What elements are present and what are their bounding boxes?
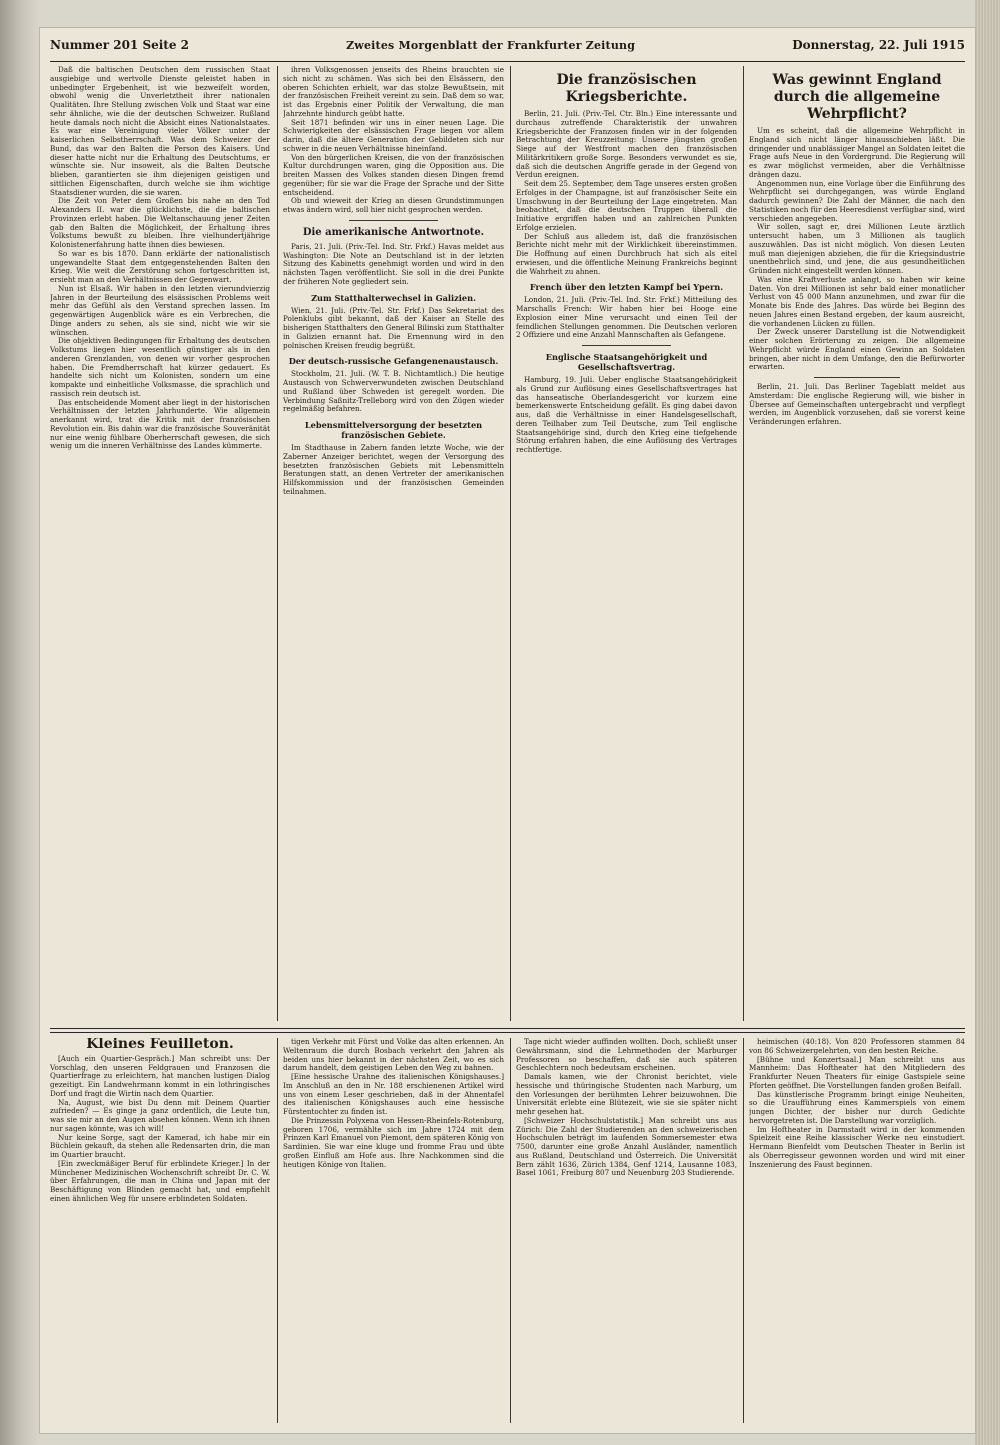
article-divider bbox=[814, 377, 900, 378]
article-divider bbox=[349, 220, 437, 221]
paragraph: Na, August, wie bist Du denn mit Deinem Quartier zufrieden? — Es ginge ja ganz ordentlich, die Leute tun, was sie mir an den Augen absehen können. Wenn ich ihnen nur sagen könnte, was ich will! bbox=[50, 1097, 270, 1133]
paragraph: [Auch ein Quartier-Gespräch.] Man schreibt uns: Der Vorschlag, den unseren Feldgrauen und Franzosen die Quartierfrage zu erleichtern, hat manchen lustigen Dialog gezeitigt. Ein Landwehrmann kommt in ein lothringisches Dorf und fragt die Wirtin nach dem Quartier. bbox=[50, 1053, 270, 1098]
paragraph: heimischen (40:18). Von 820 Professoren stammen 84 von 86 Schweizergelehrten, von den besten Reiche. bbox=[749, 1038, 965, 1055]
paragraph: Die Zeit von Peter dem Großen bis nahe an den Tod Alexanders II. war die glücklichste, die die baltischen Provinzen erlebt haben. Die Weltanschauung jener Zeiten gab den Balten die Möglichkeit, der Erhaltung ihres Volkstums bewußt zu bleiben. Ihre vielhundertjährige Kolonistenerfahrung hatte ihnen dies bewiesen. bbox=[50, 196, 270, 249]
page-edge bbox=[975, 0, 1000, 1445]
column-rule bbox=[510, 66, 511, 1021]
paragraph: Das künstlerische Programm bringt einige Neuheiten, so die Uraufführung eines Kammerspiels von einem jungen Dichter, der bisher nur durch Gedichte hervorgetreten ist. Die Darstellung war vorzüglich. bbox=[749, 1089, 965, 1125]
feuilleton-column-2 bbox=[283, 1038, 504, 1423]
masthead-title: Zweites Morgenblatt der Frankfurter Zeitung bbox=[346, 39, 636, 52]
paragraph: Wien, 21. Juli. (Priv.-Tel. Str. Frkf.) Das Sekretariat des Polenklubs gibt bekannt, daß der Kaiser an Stelle des bisherigen Statthalters den General Bilinski zum Statthalter in Galizien ernannt hat. Die Ernennung wird in den polnischen Kreisen freudig begrüßt. bbox=[283, 305, 504, 350]
paragraph: Ob und wieweit der Krieg an diesen Grundstimmungen etwas ändern wird, soll hier nicht gesprochen werden. bbox=[283, 196, 504, 214]
article-column-1 bbox=[50, 66, 270, 1021]
masthead-issue: Nummer 201 Seite 2 bbox=[50, 38, 190, 52]
column-rule bbox=[743, 1038, 744, 1423]
paragraph: Der Zweck unserer Darstellung ist die Notwendigkeit einer solchen Erörterung zu zeigen. Die allgemeine Wehrpflicht würde England einen Gewinn an Soldaten bringen, aber nicht in dem Umfange, den die Befürworter erwarten. bbox=[749, 327, 965, 372]
paragraph: Paris, 21. Juli. (Priv.-Tel. Ind. Str. Frkf.) Havas meldet aus Washington: Die Note an Deutschland ist in der letzten Sitzung des Kabinetts genehmigt worden und wird in den nächsten Tagen veröffentlicht. Sie soll in die drei Punkte der früheren Note gegliedert sein. bbox=[283, 241, 504, 286]
article-column-4 bbox=[749, 66, 965, 1021]
paragraph: Im Hoftheater in Darmstadt wird in der kommenden Spielzeit eine Reihe klassischer Werke neu einstudiert. Hermann Bienfeldt vom Deutschen Theater in Berlin ist als Oberregisseur gewonnen worden und wird mit einer Inszenierung des Faust beginnen. bbox=[749, 1124, 965, 1169]
paragraph: Im Stadthause in Zabern fanden letzte Woche, wie der Zaberner Anzeiger berichtet, wegen der Versorgung des besetzten französischen Gebiets mit Lebensmitteln Beratungen statt, an denen Vertreter der amerikanischen Hilfskommission und der französischen Gemeinden teilnahmen. bbox=[283, 443, 504, 496]
paragraph: Damals kamen, wie der Chronist berichtet, viele hessische und thüringische Studenten nach Marburg, um den Vorlesungen der berühmten Lehrer beizuwohnen. Die Universität erlebte eine Blütezeit, wie sie sie später nicht mehr gesehen hat. bbox=[516, 1072, 737, 1116]
masthead bbox=[50, 38, 965, 62]
paragraph: Daß die baltischen Deutschen dem russischen Staat ausgiebige und wertvolle Dienste geleistet haben in unbedingter Ergebenheit, ist wie bezweifelt worden, obwohl wenig die Unverletztheit ihrer nationalen Qualitäten. Ihre Stellung zwischen Volk und Staat war eine sehr ähnliche, wie die der deutschen Schweizer. Rußland heute damals noch nicht die Absicht eines Nationalstaates. Es war eine Vereinigung vieler Völker unter der kaiserlichen Selbstherrschaft. Was dem Schweizer der Bund, das war den Balten die Person des Kaisers. Und dieser hatte nicht nur die Erhaltung des Deutschtums, er wünschte sie. Nur insoweit, als die Balten Deutsche blieben, garantierten sie ihm diejenigen geistigen und sittlichen Eigenschaften, durch welche sie ihm wichtige Staatsdiener wurden, die sie waren. bbox=[50, 66, 270, 197]
article-heading: French über den letzten Kampf bei Ypern. bbox=[529, 282, 724, 293]
article-heading: Zum Statthalterwechsel in Galizien. bbox=[311, 292, 476, 303]
paragraph: London, 21. Juli. (Priv.-Tel. Ind. Str. Frkf.) Mitteilung des Marschalls French: Wir haben hier bei Hooge eine Explosion einer Mine verursacht und einen Teil der feindlichen Stellungen genommen. Die Deutschen verloren 2 Offiziere und eine Anzahl Mannschaften als Gefangene. bbox=[516, 295, 737, 340]
article-heading: Was gewinnt England durch die allgemeine Wehrpflicht? bbox=[772, 72, 942, 122]
feuilleton-title: Kleines Feuilleton. bbox=[86, 1038, 234, 1052]
newspaper-page bbox=[40, 28, 975, 1433]
article-column-3 bbox=[516, 66, 737, 1021]
article-heading: Die amerikanische Antwortnote. bbox=[302, 226, 485, 238]
paragraph: Die Prinzessin Polyxena von Hessen-Rheinfels-Rotenburg, geboren 1706, vermählte sich im Jahre 1724 mit dem Prinzen Karl Emanuel von Piemont, dem späteren König von Sardinien. Sie war eine kluge und fromme Frau und übte großen Einfluß am Hofe aus. Ihre Nachkommen sind die heutigen Könige von Italien. bbox=[283, 1115, 504, 1169]
paragraph: Die objektiven Bedingungen für Erhaltung des deutschen Volkstums liegen hier wesentlich günstiger als in den anderen Grenzlanden, von denen wir vorher gesprochen haben. Die Fremdherrschaft hat kürzer gedauert. Es handelte sich nicht um Kolonisten, sondern um eine kompakte und einheitliche Volksmasse, die sprachlich und rassisch rein deutsch ist. bbox=[50, 336, 270, 398]
paragraph: Der Schluß aus alledem ist, daß die französischen Berichte nicht mehr mit der Wirklichkeit übereinstimmen. Die Hoffnung auf einen Durchbruch hat sich als eitel erwiesen, und die öffentliche Meinung Frankreichs beginnt die Wahrheit zu ahnen. bbox=[516, 231, 737, 276]
paragraph: Was eine Kraftverluste anlangt, so haben wir keine Daten. Von drei Millionen ist sehr bald einer monatlicher Verlust von 45 000 Mann anzunehmen, und zwar für die Monate bis Ende des Jahres. Das würde bei Beginn des neuen Jahres einen Bestand ergeben, der kaum ausreicht, die vorhandenen Lücken zu füllen. bbox=[749, 274, 965, 328]
paragraph: [Bühne und Konzertsaal.] Man schreibt uns aus Mannheim: Das Hoftheater hat den Mitgliedern des Frankfurter Neuen Theaters für einige Gastspiele seine Pforten geöffnet. Die Vorstellungen fanden großen Beifall. bbox=[749, 1054, 965, 1090]
paragraph: tigen Verkehr mit Fürst und Volke das alten erkennen. An Weltenraum die durch Bosbach verkehrt den Jahren als beiden uns hier bekannt in der nächsten Zeit, wo es sich darum handelt, dem geistigen Leben den Weg zu bahnen. bbox=[283, 1038, 504, 1073]
article-heading: Englische Staatsangehörigkeit und Gesellschaftsvertrag. bbox=[545, 352, 708, 372]
book-binding bbox=[0, 0, 40, 1445]
paragraph: Berlin, 21. Juli. Das Berliner Tageblatt meldet aus Amsterdam: Die englische Regierung will, wie bisher in Übersee auf Gemeinschaften untergebracht und verpflegt werden, im Augenblick vorzusehen, daß sie vorerst keine Veränderungen erfahren. bbox=[749, 382, 965, 426]
paragraph: So war es bis 1870. Dann erklärte der nationalistisch ungewandelte Staat dem entgegenstehenden Balten den Krieg. Wie weit die Zerstörung schon fortgeschritten ist, ersieht man an den Verhältnissen der Gegenwart. bbox=[50, 248, 270, 284]
paragraph: Wir sollen, sagt er, drei Millionen Leute ärztlich untersucht haben, um 3 Millionen als tauglich auszuwählen. Das ist nicht möglich. Von diesen Leuten muß man diejenigen abziehen, die für die Kriegsindustrie unentbehrlich sind, und jene, die aus gesundheitlichen Gründen nicht eingestellt werden können. bbox=[749, 222, 965, 275]
column-rule bbox=[277, 66, 278, 1021]
article-heading: Lebensmittelversorgung der besetzten französischen Gebiete. bbox=[304, 420, 483, 440]
article-heading: Die französischen Kriegsberichte. bbox=[556, 72, 697, 105]
paragraph: Berlin, 21. Juli. (Priv.-Tel. Ctr. Bln.) Eine interessante und durchaus zutreffende Charakteristik der unwahren Kriegsberichte der Franzosen finden wir in der folgenden Betrachtung der Kreuzzeitung: Unsere jüngsten großen Siege auf der Westfront machen den französischen Militärkritikern große Sorge. Besonders verwundet es sie, daß sich die deutschen Angriffe gerade in der Gegend von Verdun ereignen. bbox=[516, 109, 737, 180]
article-divider bbox=[582, 345, 670, 346]
column-rule bbox=[277, 1038, 278, 1423]
paragraph: Angenommen nun, eine Vorlage über die Einführung des Wehrpflicht sei durchgegangen, was würde England dadurch gewinnen? Die Zahl der Männer, die nach den Statistiken noch für den Heeresdienst verfügbar sind, wird verschieden angegeben. bbox=[749, 178, 965, 223]
paragraph: ihren Volksgenossen jenseits des Rheins brauchten sie sich nicht zu schämen. Was sich bei den Elsässern, den oberen Schichten erhielt, war das stolze Bewußtsein, mit der französischen Freiheit vereint zu sein. Daß dem so war, ist das Ergebnis einer Politik der Verwaltung, die man Jahrzehnte hindurch geübt hatte. bbox=[283, 66, 504, 118]
paragraph: Seit dem 25. September, dem Tage unseres ersten großen Erfolges in der Champagne, ist auf französischer Seite ein Umschwung in der Beurteilung der Lage eingetreten. Man beobachtet, daß die deutschen Truppen überall die Initiative ergriffen haben und an zahlreichen Punkten Erfolge erzielen. bbox=[516, 179, 737, 232]
masthead-date: Donnerstag, 22. Juli 1915 bbox=[792, 38, 965, 52]
paragraph: Hamburg, 19. Juli. Ueber englische Staatsangehörigkeit als Grund zur Auflösung eines Gesellschaftsvertrages hat das hanseatische Oberlandesgericht vor kurzem eine bemerkenswerte Entscheidung gefällt. Es ging dabei davon aus, daß die Verhältnisse in einer Handelsgesellschaft, deren Teilhaber zum Teil Deutsche, zum Teil englische Staatsangehörige sind, durch den Krieg eine tiefgehende Störung erfahren haben, die eine Auflösung des Vertrages rechtfertige. bbox=[516, 375, 737, 454]
feuilleton-column-3 bbox=[516, 1038, 737, 1423]
paragraph: Seit 1871 befinden wir uns in einer neuen Lage. Die Schwierigkeiten der elsässischen Frage liegen vor allem darin, daß die ältere Generation der Gebildeten sich nur schwer in die neuen Verhältnisse hineinfand. bbox=[283, 117, 504, 153]
paragraph: [Schweizer Hochschulstatistik.] Man schreibt uns aus Zürich: Die Zahl der Studierenden an den schweizerischen Hochschulen beträgt im laufenden Sommersemester etwa 7500, darunter eine große Anzahl Ausländer, namentlich aus Rußland, Deutschland und Österreich. Die Universität Bern zählt 1636, Zürich 1384, Genf 1214, Lausanne 1083, Basel 1061, Freiburg 807 und Neuenburg 203 Studierende. bbox=[516, 1115, 737, 1178]
paragraph: Nur keine Sorge, sagt der Kamerad, ich habe mir ein Büchlein gekauft, da stehen alle Redensarten drin, die man im Quartier braucht. bbox=[50, 1132, 270, 1159]
paragraph: [Ein zweckmäßiger Beruf für erblindete Krieger.] In der Münchener Medizinischen Wochenschrift schreibt Dr. C. W. über Erfahrungen, die man in China und Japan mit der Beschäftigung von Blinden gemacht hat, und empfiehlt einen ähnlichen Weg für unsere erblindeten Soldaten. bbox=[50, 1158, 270, 1203]
paragraph: Das entscheidende Moment aber liegt in der historischen Verhältnissen der letzten Jahrhunderte. Wie allgemein anerkannt wird, trat die Kritik mit der französischen Revolution ein. Bis dahin war die französische Souveränität nur eine wenig fühlbare Oberherrschaft gewesen, die sich wenig um die inneren Verhältnisse des Landes kümmerte. bbox=[50, 397, 270, 451]
article-column-2 bbox=[283, 66, 504, 1021]
feuilleton-separator bbox=[50, 1028, 965, 1029]
paragraph: Tage nicht wieder auffinden wollten. Doch, schließt unser Gewährsmann, sind die Lehrmethoden der Marburger Professoren so beschaffen, daß sie auch späteren Geschlechtern noch bedeutsam erscheinen. bbox=[516, 1038, 737, 1073]
paragraph: Um es scheint, daß die allgemeine Wehrpflicht in England sich nicht länger hinausschieben läßt. Die dringender und unablässiger Mangel an Soldaten leitet die Frage aufs Neue in den Vordergrund. Die Regierung will es zwar möglichst vermeiden, aber die Verhältnisse drängen dazu. bbox=[749, 126, 965, 179]
paragraph: Stockholm, 21. Juli. (W. T. B. Nichtamtlich.) Die heutige Austausch von Schwerverwundeten zwischen Deutschland und Rußland über Schweden ist geregelt worden. Die Verbindung Saßnitz-Trelleborg wird von den Zügen wieder regelmäßig befahren. bbox=[283, 369, 504, 414]
paragraph: [Eine hessische Urahne des italienischen Königshauses.] Im Anschluß an den in Nr. 188 erschienenen Artikel wird uns von einem Leser geschrieben, daß in der Ahnentafel des italienischen Königshauses auch eine hessische Fürstentochter zu finden ist. bbox=[283, 1072, 504, 1116]
feuilleton-column-4 bbox=[749, 1038, 965, 1423]
feuilleton-column-1 bbox=[50, 1038, 270, 1423]
feuilleton-separator bbox=[50, 1032, 965, 1033]
paragraph: Von den bürgerlichen Kreisen, die von der französischen Kultur durchdrungen waren, ging die Opposition aus. Die breiten Massen des Volkes standen diesen Dingen fremd gegenüber; für sie war die Frage der Sprache und der Sitte entscheidend. bbox=[283, 152, 504, 197]
paragraph: Nun ist Elsaß. Wir haben in den letzten vierundvierzig Jahren in der Beurteilung des elsässischen Problems weit mehr das Gefühl als den Verstand sprechen lassen. Im gegenwärtigen Augenblick wäre es ein Verbrechen, die Dinge anders zu sehen, als sie sind, nicht wie wir sie wünschen. bbox=[50, 283, 270, 337]
article-heading: Der deutsch-russische Gefangenenaustausch. bbox=[288, 356, 499, 367]
column-rule bbox=[743, 66, 744, 1021]
column-rule bbox=[510, 1038, 511, 1423]
